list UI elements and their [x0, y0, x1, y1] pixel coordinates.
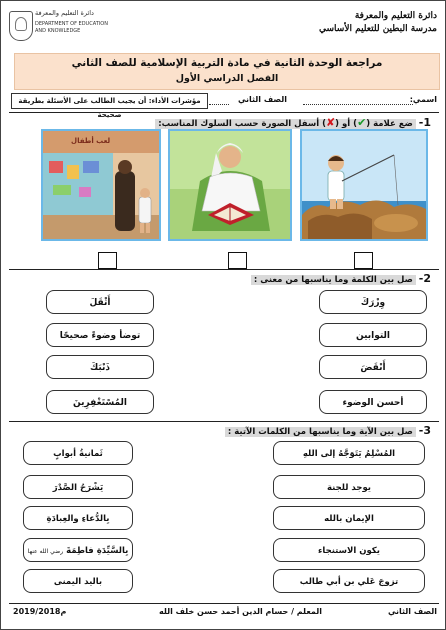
question-3: [11, 424, 431, 437]
school-name-block: [287, 10, 437, 36]
question-1-text: ضع علامة (✔) أو (✘) أسفل الصورة حسب السلوك المناسب:: [155, 119, 416, 129]
department-logo: [9, 9, 113, 49]
divider: [9, 421, 439, 422]
q2-word-wizrak[interactable]: وِزْرَكَ: [319, 290, 427, 314]
boy-reading-illustration: [170, 131, 290, 239]
boy-reading-quran-picture: [168, 129, 292, 241]
footer-class: الصف الثاني: [387, 607, 437, 616]
question-3-number: 3-: [418, 424, 431, 437]
q3-answer-right-hand[interactable]: باليد اليمنى: [23, 569, 133, 593]
question-1: [11, 116, 431, 129]
q3-answer-fatima[interactable]: [23, 538, 133, 562]
boy-fishing-illustration: [302, 131, 426, 239]
department-name: دائرة التعليم والمعرفة: [354, 11, 437, 21]
logo-arabic-text: دائرة التعليم والمعرفة: [35, 9, 94, 17]
answer-box-toy-shop[interactable]: [98, 252, 117, 269]
footer: [9, 605, 439, 621]
question-2-text: صل بين الكلمة وما يناسبها من معنى :: [251, 275, 416, 285]
mother-child-toy-shop-picture: [41, 129, 161, 241]
school-name: مدرسة البطين للتعليم الأساسي: [319, 24, 437, 34]
q2-meaning-mustaghfirin[interactable]: المُسْتَغْفِرِينَ: [46, 390, 154, 414]
q3-answer-eight-gates[interactable]: ثَمانيةُ أبوابٍ: [23, 441, 133, 465]
q2-word-anqada[interactable]: أَنْقَضَ: [319, 355, 427, 379]
check-mark-icon: ✔: [357, 116, 367, 129]
q2-meaning-tawadda[interactable]: توضأ وضوءً صحيحًا: [46, 323, 154, 347]
q3-answer-dua[interactable]: بِالدُّعاءِ والعِبادَةِ: [23, 506, 133, 530]
class-field[interactable]: [209, 104, 229, 105]
fatima-note: رضي الله عنها: [27, 548, 64, 555]
toy-shop-illustration: [43, 131, 159, 239]
question-1-number: 1-: [418, 116, 431, 129]
q3-phrase-iman[interactable]: الإيمان بالله: [273, 506, 425, 530]
divider: [9, 269, 439, 270]
q2-meaning-athqala[interactable]: أَثْقَلَ: [46, 290, 154, 314]
emblem-icon: [9, 11, 33, 41]
name-field[interactable]: [303, 104, 413, 105]
worksheet-title: مراجعة الوحدة الثانية في مادة التربية الإسلامية للصف الثاني: [71, 57, 383, 69]
logo-english-line1: DEPARTMENT OF EDUCATION: [35, 21, 108, 27]
logo-english-line2: AND KNOWLEDGE: [35, 28, 81, 34]
fatima-text: بِالسَّيِّدَةِ فاطِمَةَ: [66, 546, 129, 556]
school-year: 2019/2018م: [13, 607, 67, 616]
q3-answer-sharh-sadr[interactable]: يَشْرَحُ الصَّدْرَ: [23, 475, 133, 499]
q2-word-tawwabin[interactable]: التوابين: [319, 323, 427, 347]
question-2-number: 2-: [418, 272, 431, 285]
student-info-row: [9, 93, 439, 119]
q2-meaning-dhanbak[interactable]: ذَنْبَكَ: [46, 355, 154, 379]
divider: [9, 112, 439, 113]
q3-phrase-ali[interactable]: تزوجَ عَلي بن أبي طالب: [273, 569, 425, 593]
question-2: [11, 272, 431, 285]
toy-shop-sign: لعب أطفال: [71, 137, 111, 145]
class-label: الصف الثاني: [237, 95, 287, 104]
divider: [9, 603, 439, 604]
answer-box-reading[interactable]: [228, 252, 247, 269]
semester-subtitle: الفصل الدراسي الأول: [175, 73, 279, 84]
q3-phrase-istinja[interactable]: يكون الاستنجاء: [273, 538, 425, 562]
question-3-text: صل بين الآية وما يناسبها من الكلمات الآتية :: [225, 427, 416, 437]
q2-word-ahsan-wudu[interactable]: أحسن الوضوء: [319, 390, 427, 414]
cross-mark-icon: ✘: [325, 116, 336, 129]
name-label: اسمي:: [409, 95, 437, 104]
q3-phrase-jannah[interactable]: يوجد للجنة: [273, 475, 425, 499]
teacher-name: المعلم / حسام الدين أحمد حسن خلف الله: [159, 607, 322, 616]
performance-indicator: مؤشرات الأداء: أن يجيب الطالب على الأسئلة بطريقة صحيحة: [11, 93, 208, 109]
q3-phrase-muslim[interactable]: المُسْلِمُ يَتَوَجَّهُ إلى اللهِ: [273, 441, 425, 465]
boy-fishing-picture: [300, 129, 428, 241]
answer-box-fishing[interactable]: [354, 252, 373, 269]
title-box: [14, 53, 440, 90]
